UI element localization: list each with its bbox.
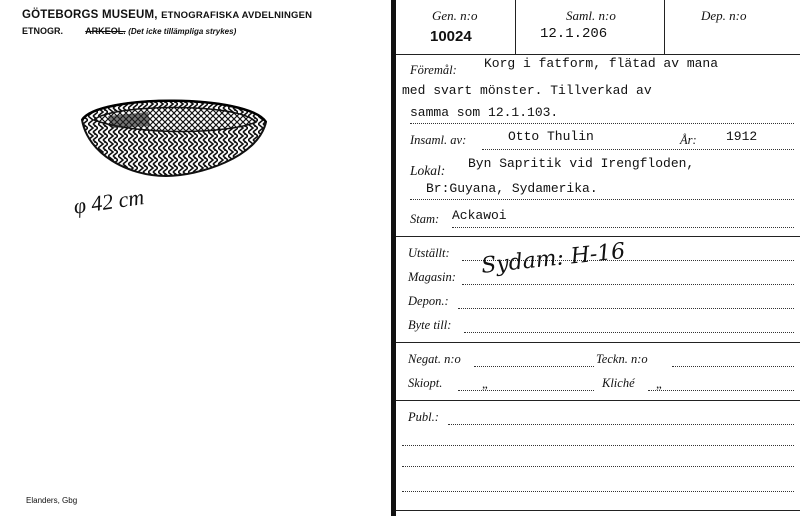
magasin-label: Magasin: [408,270,456,284]
header-rule [396,54,800,55]
magasin-handwritten: Sydam: H-16 [480,238,627,279]
publ-dotted-4 [402,490,794,492]
category-line [22,26,236,36]
header-divider [515,0,516,54]
lokal-line-2: Br:Guyana, Sydamerika. [426,181,598,196]
foremal-line-3: samma som 12.1.103. [410,105,559,120]
kliche-ditto: „ [656,376,662,391]
publ-dotted-2 [402,444,794,446]
etnogr-label: ETNOGR. [22,26,64,36]
lokal-label: Lokal: [410,163,446,178]
kliche-label: Kliché [602,376,635,390]
diameter-annotation: φ 42 cm [72,184,146,219]
ar-value: 1912 [726,129,758,144]
publ-label: Publ.: [408,410,439,424]
stam-label: Stam: [410,212,440,226]
byte-dotted [464,331,794,333]
depon-dotted [458,307,794,309]
arkeol-label: ARKEOL. [85,26,126,36]
museum-title [22,9,312,21]
stam-value: Ackawoi [452,208,507,223]
teckn-dotted [672,365,794,367]
catalog-card [396,0,800,516]
section-rule [396,400,800,401]
gen-label: Gen. n:o [432,8,478,23]
gen-value: 10024 [430,28,472,45]
header-divider [664,0,665,54]
skiopt-dotted [458,389,594,391]
bottom-rule [396,510,800,511]
printer-mark: Elanders, Gbg [26,496,78,505]
foremal-label: Föremål: [410,63,457,77]
museum-name: GÖTEBORGS MUSEUM, [22,9,158,21]
basket-drawing [78,92,270,182]
negat-label: Negat. n:o [408,352,461,366]
section-rule [396,342,800,343]
dep-label: Dep. n:o [701,8,747,23]
publ-dotted-3 [402,465,794,467]
section-rule [396,236,800,237]
skiopt-label: Skiopt. [408,376,443,390]
byte-label: Byte till: [408,318,452,332]
insaml-dotted [482,148,794,150]
skiopt-ditto: „ [482,376,488,391]
publ-dotted [448,423,794,425]
kliche-dotted [648,389,794,391]
foremal-line-1: Korg i fatform, flätad av mana [484,56,719,71]
utstallt-label: Utställt: [408,246,450,260]
foremal-line-2: med svart mönster. Tillverkad av [402,83,652,98]
lokal-dotted [410,198,794,200]
stam-dotted [452,226,794,228]
strike-note: (Det icke tillämpliga strykes) [128,27,237,36]
foremal-dotted [410,122,794,124]
saml-label: Saml. n:o [566,8,616,23]
ar-label: År: [680,133,697,147]
magasin-dotted [462,283,794,285]
teckn-label: Teckn. n:o [596,352,648,366]
lokal-line-1: Byn Sapritik vid Irengfloden, [468,156,695,171]
insaml-label: Insaml. av: [410,133,467,147]
department-name: ETNOGRAFISKA AVDELNINGEN [161,10,313,21]
saml-value: 12.1.206 [540,26,608,42]
depon-label: Depon.: [408,294,449,308]
insaml-value: Otto Thulin [508,129,594,144]
negat-dotted [474,365,594,367]
